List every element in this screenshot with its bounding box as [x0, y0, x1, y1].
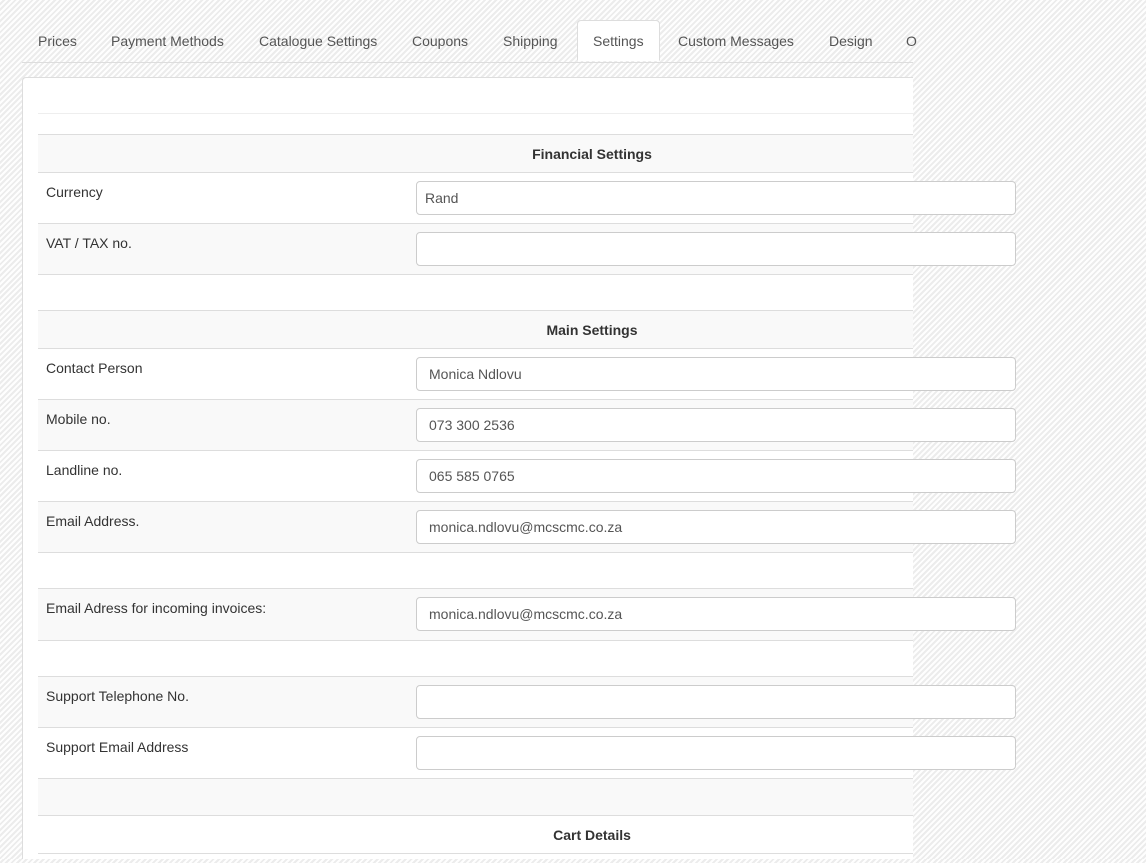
invoice-email-label: Email Adress for incoming invoices: [46, 600, 267, 616]
mobile-label: Mobile no. [46, 411, 111, 427]
support-telephone-label: Support Telephone No. [46, 688, 189, 704]
tab-catalogue-settings[interactable]: Catalogue Settings [259, 33, 378, 49]
tab-design[interactable]: Design [829, 33, 873, 49]
tab-coupons[interactable]: Coupons [412, 33, 469, 49]
contact-person-input[interactable] [416, 357, 1016, 391]
email-label: Email Address. [46, 513, 140, 529]
table-row [38, 853, 913, 863]
support-telephone-row [38, 676, 913, 727]
tab-settings[interactable]: Settings [577, 20, 660, 61]
spacer-row [38, 779, 913, 816]
vat-row [38, 223, 913, 275]
invoice-email-row [38, 588, 913, 641]
settings-panel [22, 77, 913, 859]
landline-label: Landline no. [46, 462, 123, 478]
contact-person-label: Contact Person [46, 360, 143, 376]
support-email-row [38, 727, 913, 779]
support-email-label: Support Email Address [46, 739, 189, 755]
main-settings-title: Main Settings [546, 322, 638, 338]
currency-row [38, 172, 913, 223]
financial-settings-header-row [38, 134, 913, 172]
tab-overflow[interactable]: O [906, 33, 917, 49]
tab-shipping[interactable]: Shipping [503, 33, 558, 49]
mobile-row [38, 399, 913, 450]
settings-tabs [22, 0, 917, 63]
currency-label: Currency [46, 184, 103, 200]
email-input[interactable] [416, 510, 1016, 544]
landline-row [38, 450, 913, 501]
financial-settings-title: Financial Settings [532, 146, 652, 162]
contact-person-row [38, 348, 913, 399]
support-email-input[interactable] [416, 736, 1016, 770]
tab-custom-messages[interactable]: Custom Messages [678, 33, 794, 49]
cart-details-header-row [38, 815, 913, 853]
tab-payment-methods[interactable]: Payment Methods [111, 33, 224, 49]
currency-select[interactable] [416, 181, 1016, 215]
landline-input[interactable] [416, 459, 1016, 493]
invoice-email-input[interactable] [416, 597, 1016, 631]
tab-prices[interactable]: Prices [38, 33, 77, 49]
email-row [38, 501, 913, 553]
main-settings-header-row [38, 310, 913, 348]
vat-label: VAT / TAX no. [46, 235, 132, 251]
divider [38, 113, 913, 114]
cart-details-title: Cart Details [553, 827, 631, 843]
vat-input[interactable] [416, 232, 1016, 266]
mobile-input[interactable] [416, 408, 1016, 442]
support-telephone-input[interactable] [416, 685, 1016, 719]
